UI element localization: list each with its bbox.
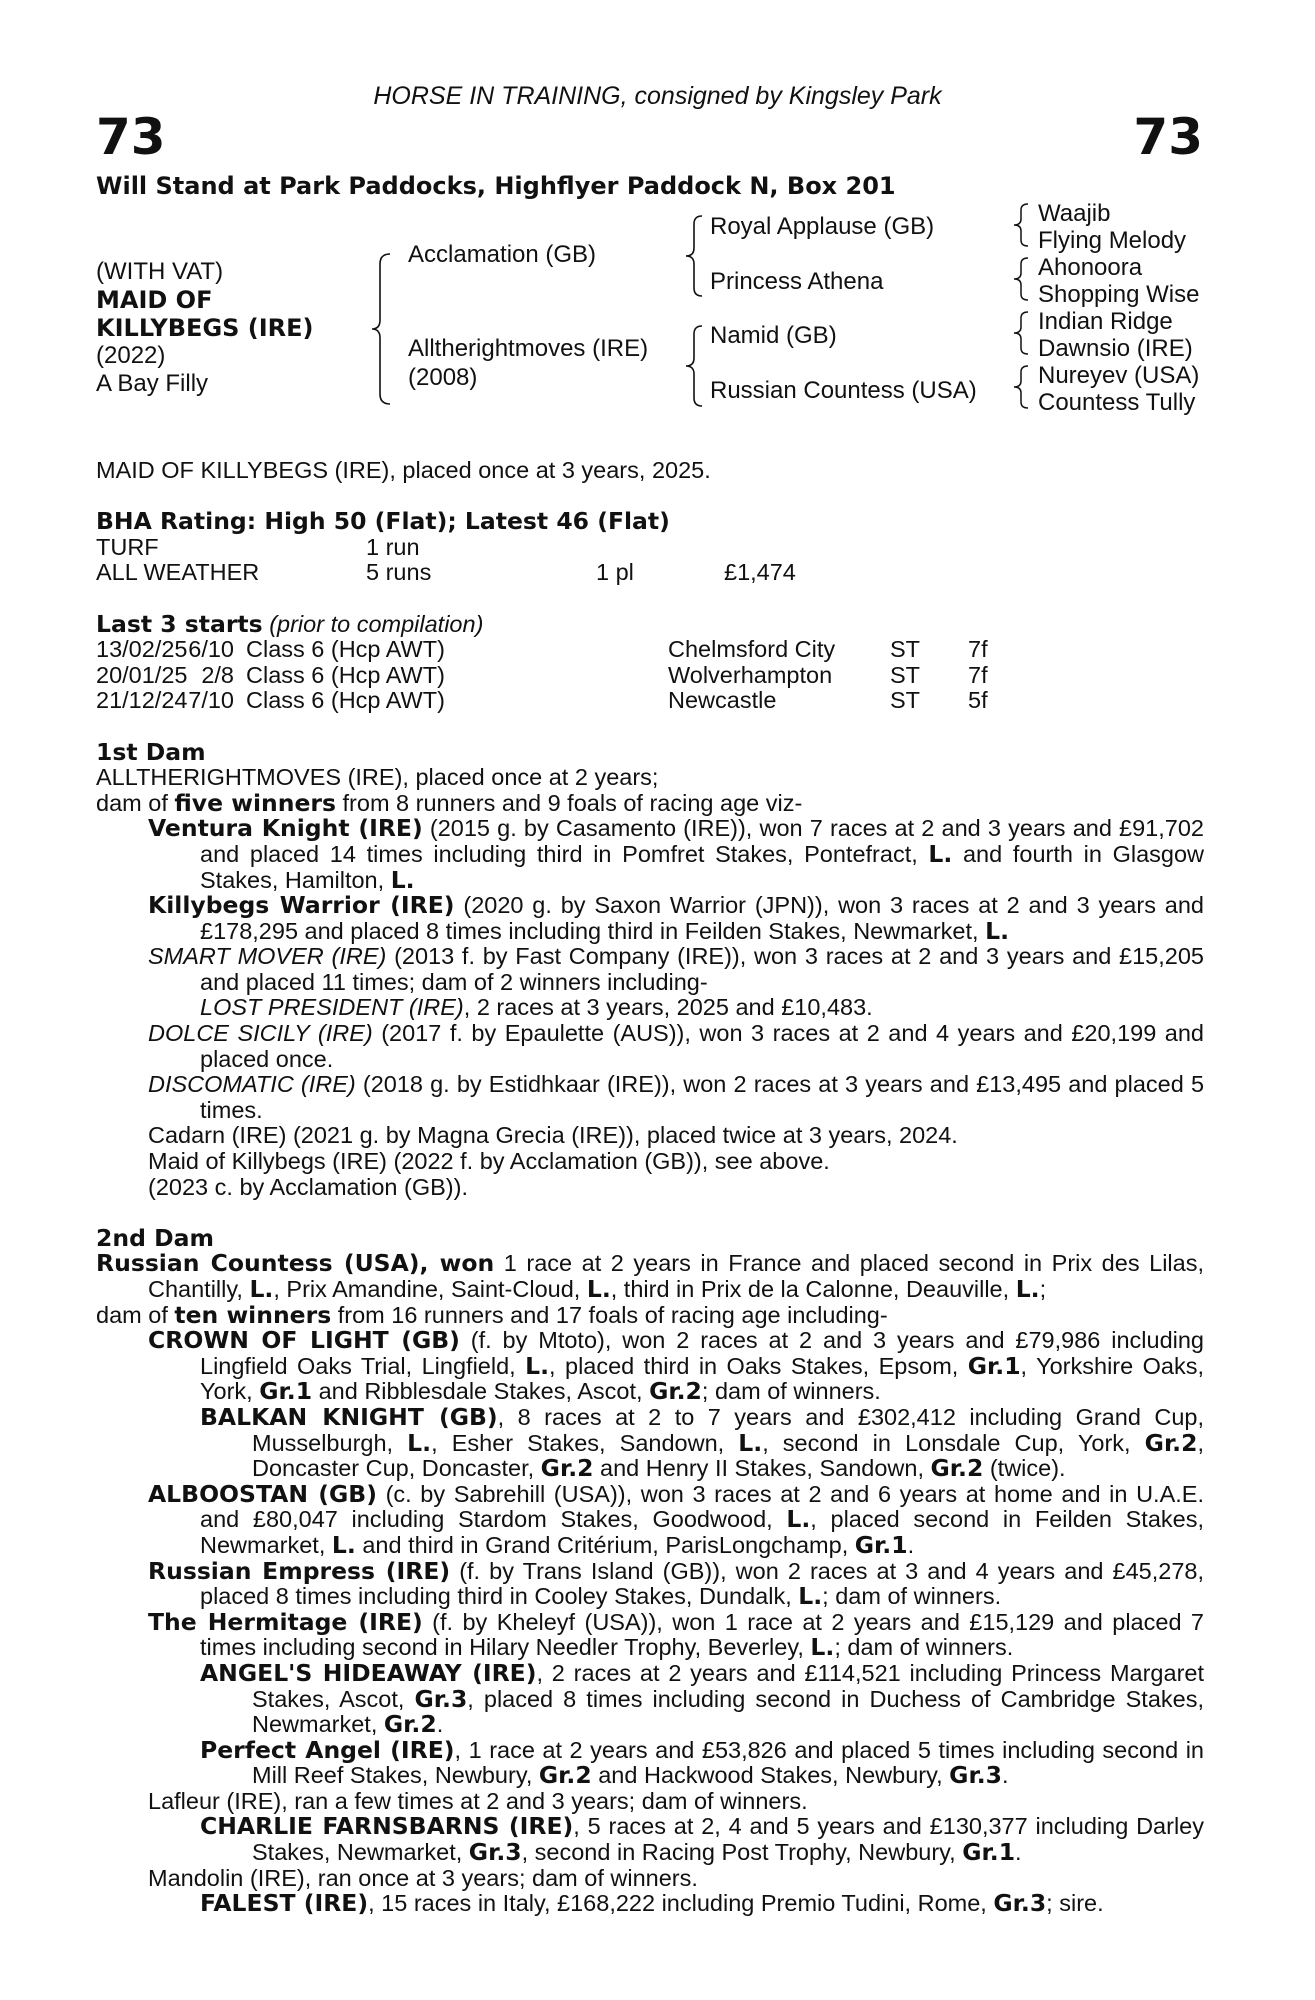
- text: , won: [419, 1249, 495, 1278]
- race-grade: L.: [738, 1428, 763, 1457]
- winner-count: ten winners: [174, 1300, 332, 1329]
- text: , third in Prix de la Calonne, Deauville,: [610, 1276, 1016, 1302]
- catalogue-body: [96, 458, 1204, 1917]
- ggs-bracket-2: [1012, 254, 1032, 304]
- start-date: 13/02/25: [96, 636, 188, 663]
- race-grade: Gr.3: [993, 1889, 1047, 1918]
- horse-name: Killybegs Warrior (IRE): [148, 891, 455, 920]
- horse-name: ALBOOSTAN (GB): [148, 1479, 377, 1508]
- horse-name: Perfect Angel (IRE): [200, 1735, 455, 1764]
- second-dam-heading: 2nd Dam: [96, 1223, 214, 1252]
- race-grade: L.: [928, 839, 953, 868]
- race-grade: Gr.3: [949, 1761, 1002, 1790]
- text: ; dam of winners.: [834, 1634, 1014, 1661]
- text: , placed second in Feilden Stakes, Newmarket,: [200, 1506, 1204, 1558]
- race-grade: L.: [985, 916, 1009, 945]
- start-position: 7/10: [188, 687, 234, 714]
- produce-entry: [96, 1556, 1204, 1611]
- aw-label: ALL WEATHER: [96, 559, 260, 586]
- starts-note: (prior to compilation): [269, 610, 484, 637]
- race-grade: Gr.2: [540, 1454, 594, 1483]
- text: .: [436, 1711, 444, 1738]
- text: , 1 race at 2 years and £53,826 and placed 5 times including second in Mill Reef Stakes, Newbury,: [252, 1736, 1205, 1789]
- text: (c. by Sabrehill (USA)), won 3 races at 2 and 6 years at home and in U.A.E. and £80,047 including Stardom Stakes, Goodwood,: [200, 1480, 1204, 1533]
- ggs-bracket-1: [1012, 200, 1032, 250]
- dam-year: (2008): [408, 364, 478, 391]
- start-position: 6/10: [188, 636, 234, 663]
- horse-name: CHARLIE FARNSBARNS (IRE): [200, 1812, 574, 1841]
- race-grade: L.: [1015, 1275, 1040, 1303]
- page-subtitle: HORSE IN TRAINING, consigned by Kingsley Park: [373, 82, 942, 110]
- first-dam-produce-intro: [96, 788, 1204, 817]
- start-course: Newcastle: [668, 687, 777, 714]
- vat-note: (WITH VAT): [96, 258, 224, 285]
- text: ; dam of winners.: [701, 1378, 881, 1405]
- start-going: ST: [890, 661, 921, 688]
- start-distance: 7f: [968, 636, 988, 663]
- text: (2020 g. by Saxon Warrior (JPN)), won 3 races at 2 and 3 years and £178,295 and placed 8 times including third in Feilden Stakes, Newmarket,: [200, 892, 1204, 944]
- horse-name-line1: MAID OF: [96, 286, 213, 314]
- great-grandparent: Countess Tully: [1038, 389, 1196, 416]
- horse-name-line2: KILLYBEGS (IRE): [96, 314, 314, 342]
- dam: Alltherightmoves (IRE): [408, 335, 649, 362]
- horse-name: Ventura Knight (IRE): [148, 814, 423, 843]
- produce-entry: Cadarn (IRE) (2021 g. by Magna Grecia (IRE)), placed twice at 3 years, 2024.: [148, 1122, 958, 1149]
- all-weather-row: [96, 560, 1204, 586]
- race-grade: L.: [586, 1275, 611, 1303]
- produce-entry: [96, 1021, 1204, 1072]
- start-row: [96, 688, 1204, 714]
- first-dam-line: ALLTHERIGHTMOVES (IRE), placed once at 2 years;: [96, 764, 659, 791]
- text: , placed third in Oaks Stakes, Epsom,: [549, 1352, 968, 1379]
- aw-prize: £1,474: [724, 559, 796, 586]
- race-grade: Gr.2: [1144, 1428, 1198, 1457]
- text: ; dam of winners.: [822, 1583, 1002, 1610]
- produce-entry: (2023 c. by Acclamation (GB)).: [148, 1173, 468, 1200]
- horse-name: ANGEL'S HIDEAWAY (IRE): [200, 1658, 537, 1687]
- start-class: Class 6 (Hcp AWT): [246, 661, 445, 688]
- horse-name: Russian Empress (IRE): [148, 1556, 451, 1585]
- text: , second in Lonsdale Cup, York,: [762, 1429, 1145, 1456]
- grandsire-1: Royal Applause (GB): [710, 213, 935, 240]
- great-grandparent: Waajib: [1038, 200, 1111, 227]
- produce-entry: [96, 1072, 1204, 1123]
- produce-entry: [96, 1328, 1204, 1405]
- text: dam of: [96, 1301, 175, 1328]
- text: , second in Racing Post Trophy, Newbury,: [521, 1839, 963, 1866]
- text: , 2 races at 2 years and £114,521 including Princess Margaret Stakes, Ascot,: [252, 1659, 1205, 1712]
- granddam-1: Princess Athena: [710, 268, 884, 295]
- aw-runs: 5 runs: [366, 559, 432, 586]
- horse-name: LOST PRESIDENT (IRE): [200, 994, 464, 1021]
- race-grade: L.: [798, 1582, 823, 1611]
- first-dam-heading: 1st Dam: [96, 737, 206, 766]
- race-grade: Gr.3: [468, 1838, 522, 1867]
- granddam-2: Russian Countess (USA): [710, 377, 977, 404]
- text: and fourth in Glasgow Stakes, Hamilton,: [200, 840, 1204, 893]
- text: , Yorkshire Oaks, York,: [200, 1352, 1204, 1405]
- winner-count: five winners: [174, 788, 336, 817]
- text: ;: [1039, 1276, 1047, 1302]
- ggs-bracket-4: [1012, 362, 1032, 412]
- produce-entry: [96, 1607, 1204, 1662]
- race-grade: L.: [525, 1351, 550, 1380]
- produce-entry: [96, 1735, 1205, 1790]
- sire-dam-bracket: [370, 250, 394, 408]
- race-grade: L.: [331, 1530, 356, 1559]
- start-class: Class 6 (Hcp AWT): [246, 687, 445, 714]
- race-grade: Gr.1: [967, 1351, 1021, 1380]
- race-grade: Gr.1: [962, 1838, 1016, 1867]
- horse-sex: A Bay Filly: [96, 370, 209, 397]
- text: .: [1001, 1762, 1009, 1789]
- race-grade: Gr.2: [649, 1377, 702, 1406]
- produce-entry: Lafleur (IRE), ran a few times at 2 and 3 years; dam of winners.: [148, 1787, 808, 1814]
- produce-entry: [96, 1814, 1204, 1865]
- lot-number-right: 73: [1133, 108, 1203, 166]
- start-course: Chelmsford City: [668, 636, 836, 663]
- text: (2013 f. by Fast Company (IRE)), won 3 races at 2 and 3 years and £15,205 and placed 11 times; dam of 2 winners including-: [200, 943, 1204, 995]
- aw-placed: 1 pl: [596, 559, 634, 586]
- text: , 5 races at 2, 4 and 5 years and £130,377 including Darley Stakes, Newmarket,: [252, 1813, 1204, 1866]
- text: , placed 8 times including second in Duchess of Cambridge Stakes, Newmarket,: [252, 1685, 1204, 1738]
- second-dam-intro: [96, 1251, 1204, 1302]
- horse-year: (2022): [96, 342, 166, 369]
- race-grade: L.: [390, 865, 415, 894]
- horse-name: Russian Countess (USA): [96, 1249, 420, 1278]
- text: and Hackwood Stakes, Newbury,: [591, 1762, 950, 1789]
- turf-label: TURF: [96, 533, 159, 560]
- produce-entry: [96, 1402, 1204, 1483]
- horse-name: DISCOMATIC (IRE): [148, 1071, 356, 1098]
- race-grade: L.: [407, 1428, 432, 1457]
- text: ; sire.: [1046, 1890, 1104, 1917]
- text: , 2 races at 3 years, 2025 and £10,483.: [463, 994, 873, 1021]
- produce-entry: [96, 995, 1204, 1021]
- text: (f. by Mtoto), won 2 races at 2 and 3 years and £79,986 including Lingfield Oaks Trial, Lingfield,: [200, 1327, 1204, 1379]
- text: from 8 runners and 9 foals of racing age viz-: [335, 789, 803, 816]
- start-distance: 7f: [968, 661, 988, 688]
- produce-entry: [96, 1891, 1204, 1917]
- start-row: [96, 663, 1204, 689]
- sire-parents-bracket: [684, 212, 706, 300]
- turf-row: [96, 535, 1204, 561]
- start-class: Class 6 (Hcp AWT): [246, 636, 445, 663]
- start-going: ST: [890, 636, 921, 663]
- text: .: [907, 1531, 915, 1558]
- race-grade: Gr.3: [414, 1684, 468, 1713]
- start-position: 2/8: [201, 661, 234, 688]
- text: and third in Grand Critérium, ParisLongchamp,: [355, 1531, 855, 1558]
- race-grade: L.: [786, 1505, 811, 1534]
- great-grandparent: Nureyev (USA): [1038, 362, 1200, 389]
- race-grade: Gr.2: [383, 1710, 437, 1739]
- race-grade: Gr.1: [854, 1530, 908, 1559]
- text: dam of: [96, 789, 175, 816]
- text: , 15 races in Italy, £168,222 including Premio Tudini, Rome,: [368, 1890, 994, 1917]
- great-grandparent: Shopping Wise: [1038, 281, 1200, 308]
- rating-heading: BHA Rating: High 50 (Flat); Latest 46 (Flat): [96, 507, 670, 536]
- start-date: 21/12/24: [96, 687, 188, 714]
- summary: MAID OF KILLYBEGS (IRE), placed once at 3 years, 2025.: [96, 457, 711, 483]
- grandsire-2: Namid (GB): [710, 322, 837, 349]
- text: (f. by Kheleyf (USA)), won 1 race at 2 years and £15,129 and placed 7 times including second in Hilary Needler Trophy, Beverley,: [200, 1608, 1204, 1661]
- text: , Doncaster Cup, Doncaster,: [252, 1429, 1204, 1482]
- starts-heading: Last 3 starts: [96, 609, 263, 638]
- start-course: Wolverhampton: [668, 661, 833, 688]
- produce-entry: [96, 1658, 1205, 1739]
- lot-number-left: 73: [96, 108, 166, 166]
- text: from 16 runners and 17 foals of racing age including-: [331, 1301, 888, 1328]
- race-grade: L.: [249, 1275, 274, 1303]
- second-dam-produce-intro: [96, 1300, 1204, 1329]
- great-grandparent: Ahonoora: [1038, 254, 1143, 281]
- horse-name: SMART MOVER (IRE): [148, 943, 387, 970]
- text: (f. by Trans Island (GB)), won 2 races at 3 and 4 years and £45,278, placed 8 times including third in Cooley Stakes, Dundalk,: [200, 1557, 1204, 1610]
- ggs-bracket-3: [1012, 308, 1032, 358]
- produce-entry: [96, 816, 1204, 893]
- starts-heading-line: [96, 609, 1204, 638]
- start-row: [96, 637, 1204, 663]
- horse-name: BALKAN KNIGHT (GB): [200, 1402, 498, 1431]
- produce-entry: Mandolin (IRE), ran once at 3 years; dam of winners.: [148, 1864, 698, 1891]
- start-date: 20/01/25: [96, 661, 188, 688]
- great-grandparent: Dawnsio (IRE): [1038, 335, 1193, 362]
- text: (2018 g. by Estidhkaar (IRE)), won 2 races at 3 years and £13,495 and placed 5 times.: [200, 1071, 1205, 1123]
- produce-entry: [96, 1479, 1204, 1559]
- horse-name: FALEST (IRE): [200, 1889, 369, 1918]
- start-going: ST: [890, 687, 921, 714]
- start-distance: 5f: [968, 687, 988, 714]
- text: , 8 races at 2 to 7 years and £302,412 including Grand Cup, Musselburgh,: [252, 1403, 1204, 1456]
- turf-runs: 1 run: [366, 533, 420, 560]
- text: , Prix Amandine, Saint-Cloud,: [273, 1276, 587, 1302]
- produce-entry: [96, 944, 1204, 995]
- great-grandparent: Indian Ridge: [1038, 308, 1173, 335]
- dam-parents-bracket: [684, 322, 706, 410]
- horse-name: CROWN OF LIGHT (GB): [148, 1326, 460, 1355]
- horse-name: DOLCE SICILY (IRE): [148, 1020, 373, 1047]
- text: (2017 f. by Epaulette (AUS)), won 3 races at 2 and 4 years and £20,199 and placed once.: [200, 1020, 1205, 1072]
- great-grandparent: Flying Melody: [1038, 227, 1187, 254]
- text: , Esher Stakes, Sandown,: [431, 1429, 739, 1456]
- text: and Ribblesdale Stakes, Ascot,: [312, 1378, 650, 1405]
- text: and Henry II Stakes, Sandown,: [593, 1455, 931, 1482]
- text: (2015 g. by Casamento (IRE)), won 7 races at 2 and 3 years and £91,702 and placed 14 times including third in Pomfret Stakes, Pontefract,: [200, 815, 1204, 867]
- race-grade: Gr.1: [259, 1377, 313, 1406]
- text: .: [1015, 1839, 1022, 1866]
- sire: Acclamation (GB): [408, 241, 597, 268]
- stand-location: Will Stand at Park Paddocks, Highflyer Paddock N, Box 201: [96, 172, 896, 200]
- race-grade: Gr.2: [538, 1761, 592, 1790]
- text: (twice).: [983, 1455, 1066, 1482]
- horse-name: The Hermitage (IRE): [148, 1607, 423, 1636]
- produce-entry: Maid of Killybegs (IRE) (2022 f. by Acclamation (GB)), see above.: [148, 1148, 830, 1175]
- race-grade: L.: [810, 1633, 835, 1662]
- produce-entry: [96, 893, 1204, 944]
- text: 1 race at 2 years in France and placed second in Prix des Lilas, Chantilly,: [148, 1250, 1204, 1302]
- race-grade: Gr.2: [930, 1454, 984, 1483]
